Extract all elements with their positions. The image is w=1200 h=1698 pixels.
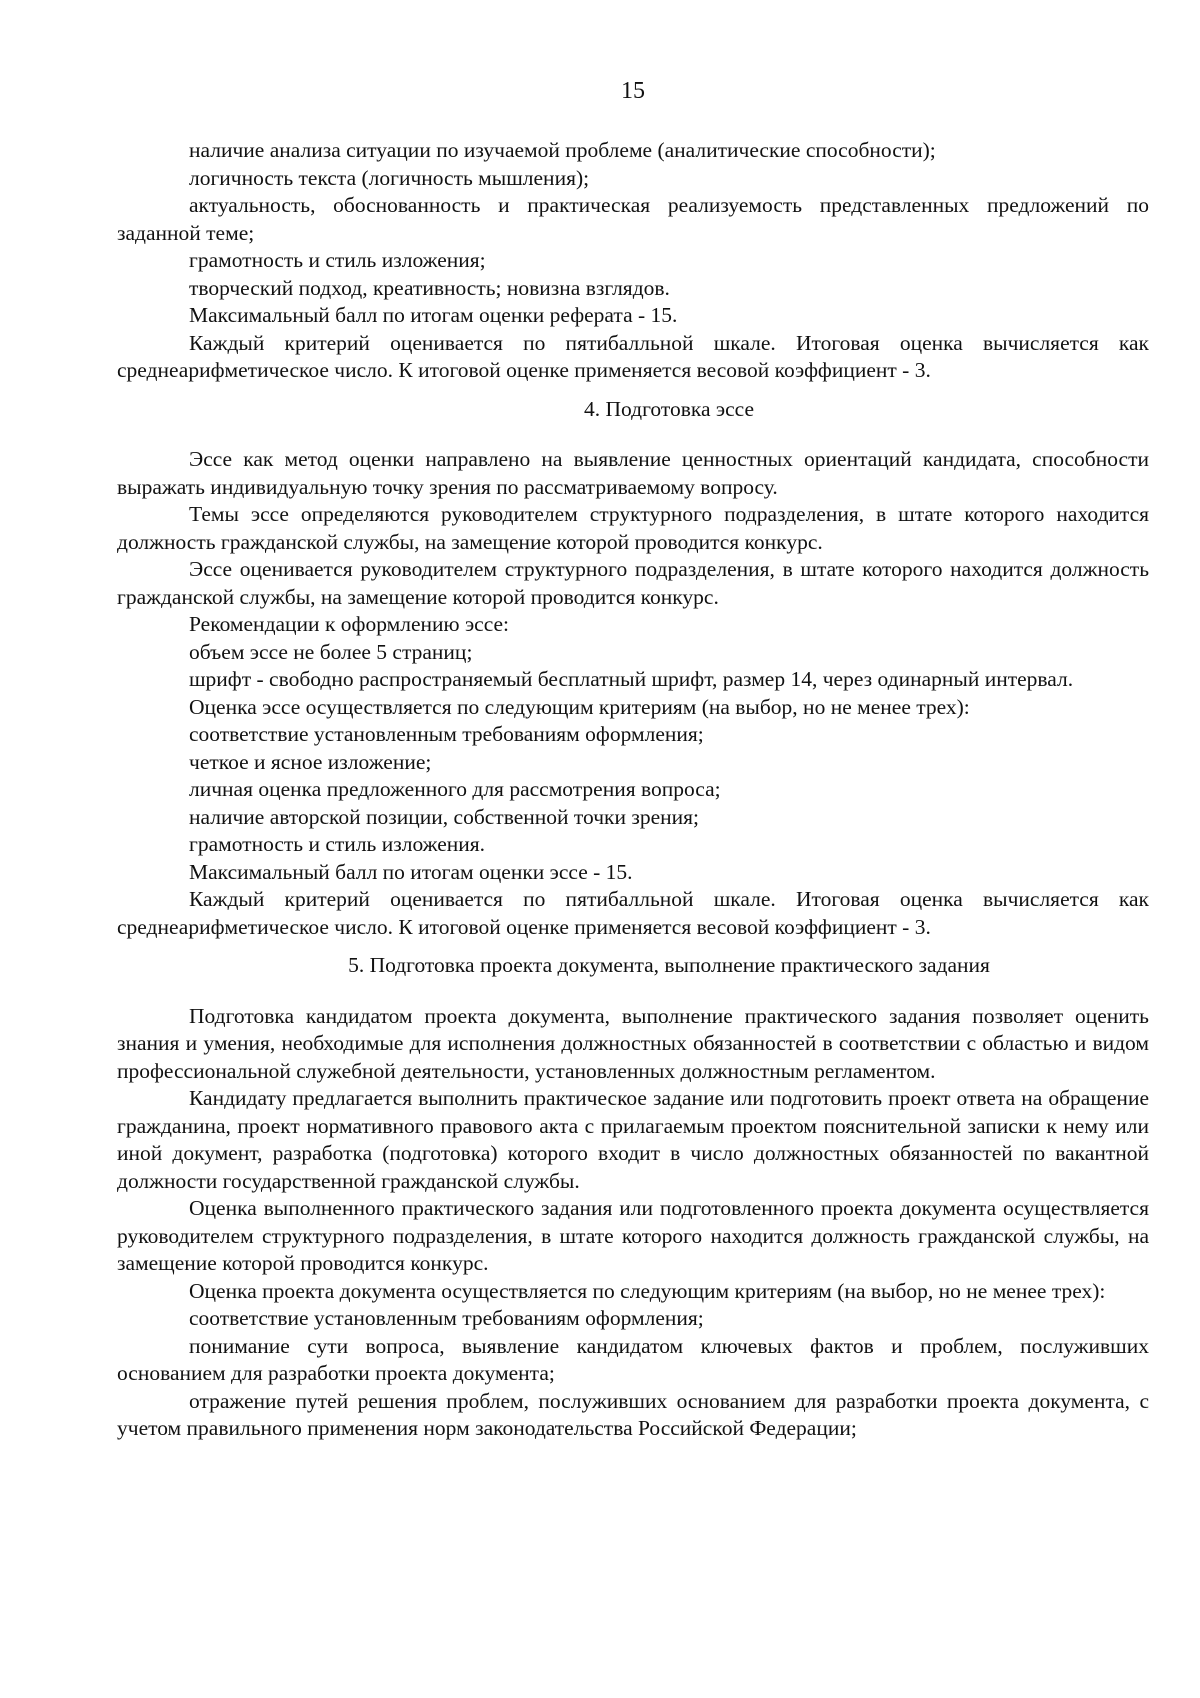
paragraph: соответствие установленным требованиям оформления;: [189, 1306, 704, 1330]
paragraph: Максимальный балл по итогам оценки эссе - 15.: [189, 859, 633, 884]
paragraph: Рекомендации к оформлению эссе:: [189, 612, 510, 636]
paragraph: соответствие установленным требованиям оформления;: [189, 722, 704, 746]
paragraph: отражение путей решения проблем, послуживших основанием для разработки проекта документа, с учетом правильного применения норм законодательства Российской Федерации;: [117, 1388, 1149, 1440]
paragraph: грамотность и стиль изложения.: [189, 832, 486, 856]
paragraph: Каждый критерий оценивается по пятибалльной шкале. Итоговая оценка вычисляется как среднеарифметическое число. К итоговой оценке применяется весовой коэффициент - 3.: [117, 330, 1149, 382]
paragraph: Темы эссе определяются руководителем структурного подразделения, в штате которого находится должность гражданской службы, на замещение которой проводится конкурс.: [117, 502, 1149, 554]
paragraph: наличие анализа ситуации по изучаемой проблеме (аналитические способности);: [189, 138, 936, 162]
paragraph: Эссе как метод оценки направлено на выявление ценностных ориентаций кандидата, способности выражать индивидуальную точку зрения по рассматриваемому вопросу.: [117, 447, 1149, 499]
paragraph: четкое и ясное изложение;: [189, 749, 432, 774]
paragraph: шрифт - свободно распространяемый бесплатный шрифт, размер 14, через одинарный интервал.: [189, 667, 1074, 691]
paragraph: объем эссе не более 5 страниц;: [189, 639, 473, 664]
paragraph: понимание сути вопроса, выявление кандидатом ключевых фактов и проблем, послуживших основанием для разработки проекта документа;: [117, 1333, 1149, 1385]
paragraph: Эссе оценивается руководителем структурного подразделения, в штате которого находится должность гражданской службы, на замещение которой проводится конкурс.: [117, 557, 1149, 609]
paragraph: логичность текста (логичность мышления);: [189, 165, 590, 190]
paragraph: Каждый критерий оценивается по пятибалльной шкале. Итоговая оценка вычисляется как среднеарифметическое число. К итоговой оценке применяется весовой коэффициент - 3.: [117, 887, 1149, 939]
paragraph: Подготовка кандидатом проекта документа, выполнение практического задания позволяет оценить знания и умения, необходимые для исполнения должностных обязанностей в соответствии с областью и видом профессиональной служебной деятельности, установленных должностным регламентом.: [117, 1003, 1149, 1083]
paragraph: Оценка проекта документа осуществляется по следующим критериям (на выбор, но не менее трех):: [189, 1278, 1106, 1303]
paragraph: Оценка выполненного практического задания или подготовленного проекта документа осуществляется руководителем структурного подразделения, в штате которого находится должность гражданской службы, на замещение которой проводится конкурс.: [117, 1196, 1149, 1275]
paragraph: наличие авторской позиции, собственной точки зрения;: [189, 804, 700, 829]
section-heading: 5. Подготовка проекта документа, выполнение практического задания: [348, 953, 990, 977]
document-body: [117, 137, 1149, 1443]
paragraph: Оценка эссе осуществляется по следующим критериям (на выбор, но не менее трех):: [189, 694, 970, 719]
section-heading: 4. Подготовка эссе: [583, 396, 755, 421]
paragraph: Максимальный балл по итогам оценки реферата - 15.: [189, 303, 678, 327]
paragraph: грамотность и стиль изложения;: [189, 248, 486, 272]
paragraph: Кандидату предлагается выполнить практическое задание или подготовить проект ответа на обращение гражданина, проект нормативного правового акта с прилагаемым проектом пояснительной записки к нему или иной документ, разработка (подготовка) которого входит в число должностных обязанностей по вакантной должности государственной гражданской службы.: [117, 1086, 1149, 1193]
paragraph: творческий подход, креативность; новизна взглядов.: [189, 275, 670, 300]
page-number: 15: [621, 78, 645, 104]
paragraph: актуальность, обоснованность и практическая реализуемость представленных предложений по заданной теме;: [117, 193, 1149, 245]
paragraph: личная оценка предложенного для рассмотрения вопроса;: [189, 777, 721, 801]
